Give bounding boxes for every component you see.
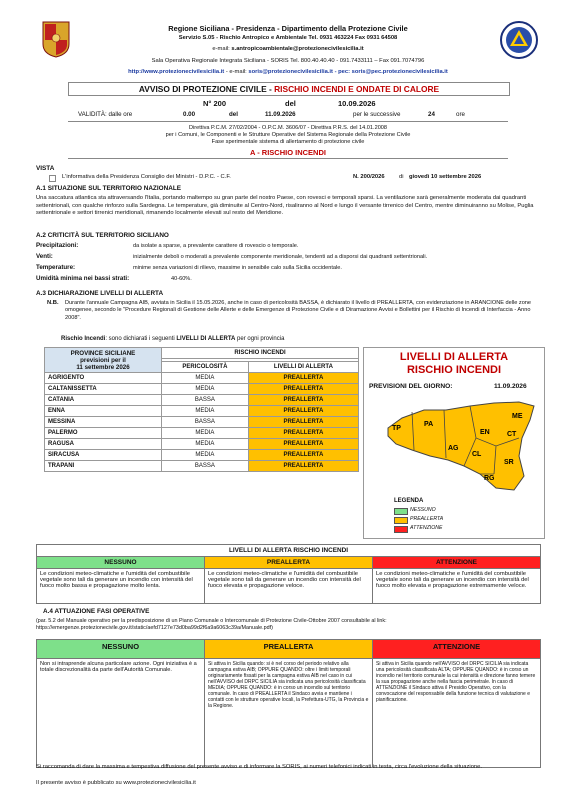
table-row: CALTANISSETTA MEDIA PREALLERTA (45, 384, 359, 395)
table-row: SIRACUSA MEDIA PREALLERTA (45, 450, 359, 461)
validita-del: del (229, 111, 238, 118)
col-rischio: RISCHIO INCENDI (162, 348, 359, 359)
phase-head-attenzione: ATTENZIONE (373, 640, 541, 659)
a2-title: A.2 CRITICITÀ SUL TERRITORIO SICILIANO (36, 232, 169, 239)
table-row: RAGUSA MEDIA PREALLERTA (45, 439, 359, 450)
directive-3: Fase sperimentale sistema di allertamento di protezione civile (211, 139, 365, 145)
map-label-en: EN (480, 429, 490, 436)
header-contacts: http://www.protezionecivilesicilia.it - e-mail: soris@protezionecivilesicilia.it - pec: soris@pec.protezionecivilesicilia.it (128, 69, 448, 75)
soris-email-link[interactable]: soris@protezionecivilesicilia.it (248, 69, 333, 75)
levels-text-attenzione: Le condizioni meteo-climatiche e l'umidità del combustibile vegetale sono tali da generare un incendio con intensità del fuoco molto elevata e propagazione estremamente veloce. (373, 569, 541, 604)
a2-value-temp: minime senza variazioni di rilievo, massime in sensibile calo sulla Sicilia occidentale. (133, 265, 342, 271)
legend-swatch-green (394, 508, 408, 515)
footer-publication: Il presente avviso è pubblicato su www.protezionecivilesicilia.it (36, 780, 196, 786)
vista-title: VISTA (36, 165, 55, 172)
phase-head-preallerta: PREALLERTA (205, 640, 373, 659)
avviso-number: N° 200 (203, 99, 227, 108)
validita-label: VALIDITÀ: dalle ore (78, 111, 133, 118)
map-label-pa: PA (424, 421, 434, 428)
a2-value-precip: da isolate a sparse, a prevalente carattere di rovescio o temporale. (133, 243, 299, 249)
legend-attenzione: ATTENZIONE (410, 525, 443, 531)
a2-value-venti: inizialmente deboli o moderati a prevalente componente meridionale, tendenti ad a disporsi dai quadranti settentrionali. (133, 254, 428, 260)
avviso-date: 10.09.2026 (338, 99, 376, 108)
map-prev-date: 11.09.2026 (494, 383, 527, 390)
sicily-map (384, 398, 540, 494)
divider (68, 158, 508, 159)
legend-swatch-red (394, 526, 408, 533)
vista-text: L'informativa della Presidenza Consiglio dei Ministri - D.P.C. - C.F. (62, 174, 231, 180)
a4-text: (par. 5.2 del Manuale operativo per la predisposizione di un Piano Comunale o Intercomunale di Protezione Civile-Ottobre 2007 consultabile al link: https://emergenze.protezionecivile.gov.it/static/aefd7127e73d0ba99d2f6a9a6063c39a/Manuale.pdf) (36, 618, 387, 632)
avviso-title: AVVISO DI PROTEZIONE CIVILE - RISCHIO INCENDI E ONDATE DI CALORE (68, 82, 510, 96)
levels-head-attenzione: ATTENZIONE (373, 557, 541, 569)
directive-1: Direttiva P.C.M. 27/02/2004 - O.P.C.M. 3606/07 - Direttiva P.R.S. del 14.01.2008 (188, 125, 388, 131)
rischio-intro: Rischio Incendi: sono dichiarati i seguenti LIVELLI DI ALLERTA per ogni provincia (61, 336, 285, 342)
validita-hours: 24 (428, 111, 435, 118)
legend-swatch-orange (394, 517, 408, 524)
legend-nessuno: NESSUNO (410, 507, 436, 513)
header-soris: Sala Operativa Regionale Integrata Siciliana - SORIS Tel. 800.40.40.40 - 091.7433111 – Fax 091.7074796 (151, 58, 425, 64)
a1-title: A.1 SITUAZIONE SUL TERRITORIO NAZIONALE (36, 185, 181, 192)
validita-successive: per le successive (353, 111, 401, 118)
a4-title: A.4 ATTUAZIONE FASI OPERATIVE (43, 608, 150, 615)
a2-label-precip: Precipitazioni: (36, 242, 79, 249)
validita-hour: 0.00 (183, 111, 196, 118)
phase-text-nessuno: Non si intraprende alcuna particolare azione. Ogni iniziativa è a totale discrezionalità da parte dell'Autorità Comunale. (37, 659, 205, 768)
directive-2: per i Comuni, le Componenti e le Strutture Operative del Sistema Regionale della Protezione Civile (165, 132, 411, 138)
vista-day: giovedì 10 settembre 2026 (409, 174, 482, 180)
table-row: CATANIA BASSA PREALLERTA (45, 395, 359, 406)
divider (68, 121, 508, 122)
map-label-rg: RG (484, 475, 495, 482)
section-a-title: A - RISCHIO INCENDI (250, 148, 326, 157)
map-label-cl: CL (472, 451, 482, 458)
levels-head-nessuno: NESSUNO (37, 557, 205, 569)
map-label-me: ME (512, 413, 523, 420)
document-page (33, 18, 543, 788)
vista-num: N. 200/2026 (353, 174, 385, 180)
footer-recommendation: Si raccomanda di dare la massima e tempestiva diffusione del presente avviso e di informare la SORIS, ai numeri telefonici indicati in testa, circa l'evoluzione della situazione. (36, 764, 482, 770)
a1-text: Una saccatura atlantica sta attraversando l'Italia, portando maltempo su gran parte del nostro Paese, con rovesci e temporali sparsi. La ventilazione sarà generalmente moderata dai quadranti settentrionali, con qualche rinforzo sulla Sardegna. Le temperature, già diminuite al Centro-Nord, risaliranno al Nord e lungo il versante tirrenico del Centro, mentre diminuiranno su Molise, Puglia settentrionale e settori tirrenici meridionali, rimanendo localmente elevati sul resto del Meridione. (36, 195, 534, 217)
map-title-1: LIVELLI DI ALLERTA (399, 351, 509, 363)
provinces-table (44, 347, 359, 472)
header-email-link[interactable]: s.antropicoambientale@protezionecivilesicilia.it (231, 46, 364, 52)
site-link[interactable]: http://www.protezionecivilesicilia.it (128, 69, 225, 75)
header-service: Servizio S.05 - Rischio Antropico e Ambientale Tel. 0931 463224 Fax 0931 64508 (178, 35, 398, 41)
map-label-ag: AG (448, 445, 459, 452)
phase-head-nessuno: NESSUNO (37, 640, 205, 659)
map-label-ct: CT (507, 431, 517, 438)
phase-text-preallerta: Si attiva in Sicilia quando: si è nel corso del periodo relativo alla campagna estiva AIB; OPPURE QUANDO: oltre i limiti temporali originariamente fissati per la campagna estiva AIB nel caso in cui nell'AVVISO del DRPC SICILIA sia indicata una pericolosità classificata MEDIA; OPPURE QUANDO: è in corso un incendio sul territorio comunale. In caso di PREALLERTA il Sindaco avvia e mantiene i contatti con le strutture operative locali, la Prefettura-UTG, la Provincia e la Regione. (205, 659, 373, 768)
col-pericolosita: PERICOLOSITÀ (162, 362, 249, 373)
header-email-line: e-mail: s.antropicoambientale@protezionecivilesicilia.it (212, 46, 364, 52)
table-row: AGRIGENTO MEDIA PREALLERTA (45, 373, 359, 384)
legend-title: LEGENDA (394, 498, 424, 504)
map-title-2: RISCHIO INCENDI (406, 364, 502, 376)
a3-text: Durante l'annuale Campagna AIB, avviata in Sicilia il 15.05.2026, anche in caso di pericolosità BASSA, è dichiarato il livello di PREALLERTA, con evidenziazione in ARANCIONE delle zone omogenee, secondo le "Procedure Regionali di Gestione delle Allerte e delle Emergenze di Protezione Civile e di Diramazione Avvisi e Bollettini per il Rischio di Incendi di Interfaccia - Anno 2008". (65, 300, 532, 321)
a2-label-temp: Temperature: (36, 264, 76, 271)
vista-checkbox[interactable] (49, 175, 56, 182)
levels-title: LIVELLI DI ALLERTA RISCHIO INCENDI (37, 545, 541, 557)
levels-text-preallerta: Le condizioni meteo-climatiche e l'umidità del combustibile vegetale sono tali da generare un incendio con intensità del fuoco elevata e propagazione veloce. (205, 569, 373, 604)
operative-phases-table (36, 639, 541, 768)
avviso-del-label: del (285, 99, 296, 108)
phase-text-attenzione: Si attiva in Sicilia quando nell'AVVISO del DRPC SICILIA sia indicata una pericolosità classificata ALTA; OPPURE QUANDO: è in corso un incendio nel territorio comunale la cui intensità e direzione fanno temere la sua propagazione anche nella fascia perimetrale. In caso di ATTENZIONE il Sindaco attiva il Presidio Operativo, con la convocazione del responsabile della funzione tecnica di valutazione e pianificazione. (373, 659, 541, 768)
a3-nb: N.B. (47, 300, 59, 306)
a3-title: A.3 DICHIARAZIONE LIVELLI DI ALLERTA (36, 290, 164, 297)
levels-text-nessuno: Le condizioni meteo-climatiche e l'umidità del combustibile vegetale sono tali da generare un incendio con intensità del fuoco molto bassa e propagazione molto lenta. (37, 569, 205, 604)
levels-head-preallerta: PREALLERTA (205, 557, 373, 569)
table-row: ENNA MEDIA PREALLERTA (45, 406, 359, 417)
header-title: Regione Siciliana - Presidenza - Dipartimento della Protezione Civile (168, 24, 408, 33)
map-label-tp: TP (392, 425, 401, 432)
table-row: MESSINA BASSA PREALLERTA (45, 417, 359, 428)
levels-table (36, 544, 541, 604)
map-prev-label: PREVISIONI DEL GIORNO: (369, 383, 453, 390)
map-panel (363, 347, 545, 539)
table-row: TRAPANI BASSA PREALLERTA (45, 461, 359, 472)
legend-preallerta: PREALLERTA (410, 516, 444, 522)
table-row: PALERMO MEDIA PREALLERTA (45, 428, 359, 439)
validita-date: 11.09.2026 (265, 111, 296, 118)
validita-ore: ore (456, 111, 465, 118)
map-label-sr: SR (504, 459, 514, 466)
col-livelli: LIVELLI DI ALLERTA (248, 362, 358, 373)
a2-value-umid: 40-60%. (171, 276, 192, 282)
vista-di: di (399, 174, 404, 180)
a2-label-umid: Umidità minima nei bassi strati: (36, 275, 130, 282)
col-province: PROVINCE SICILIANE previsioni per il 11 settembre 2026 (45, 348, 162, 373)
a2-label-venti: Venti: (36, 253, 53, 260)
